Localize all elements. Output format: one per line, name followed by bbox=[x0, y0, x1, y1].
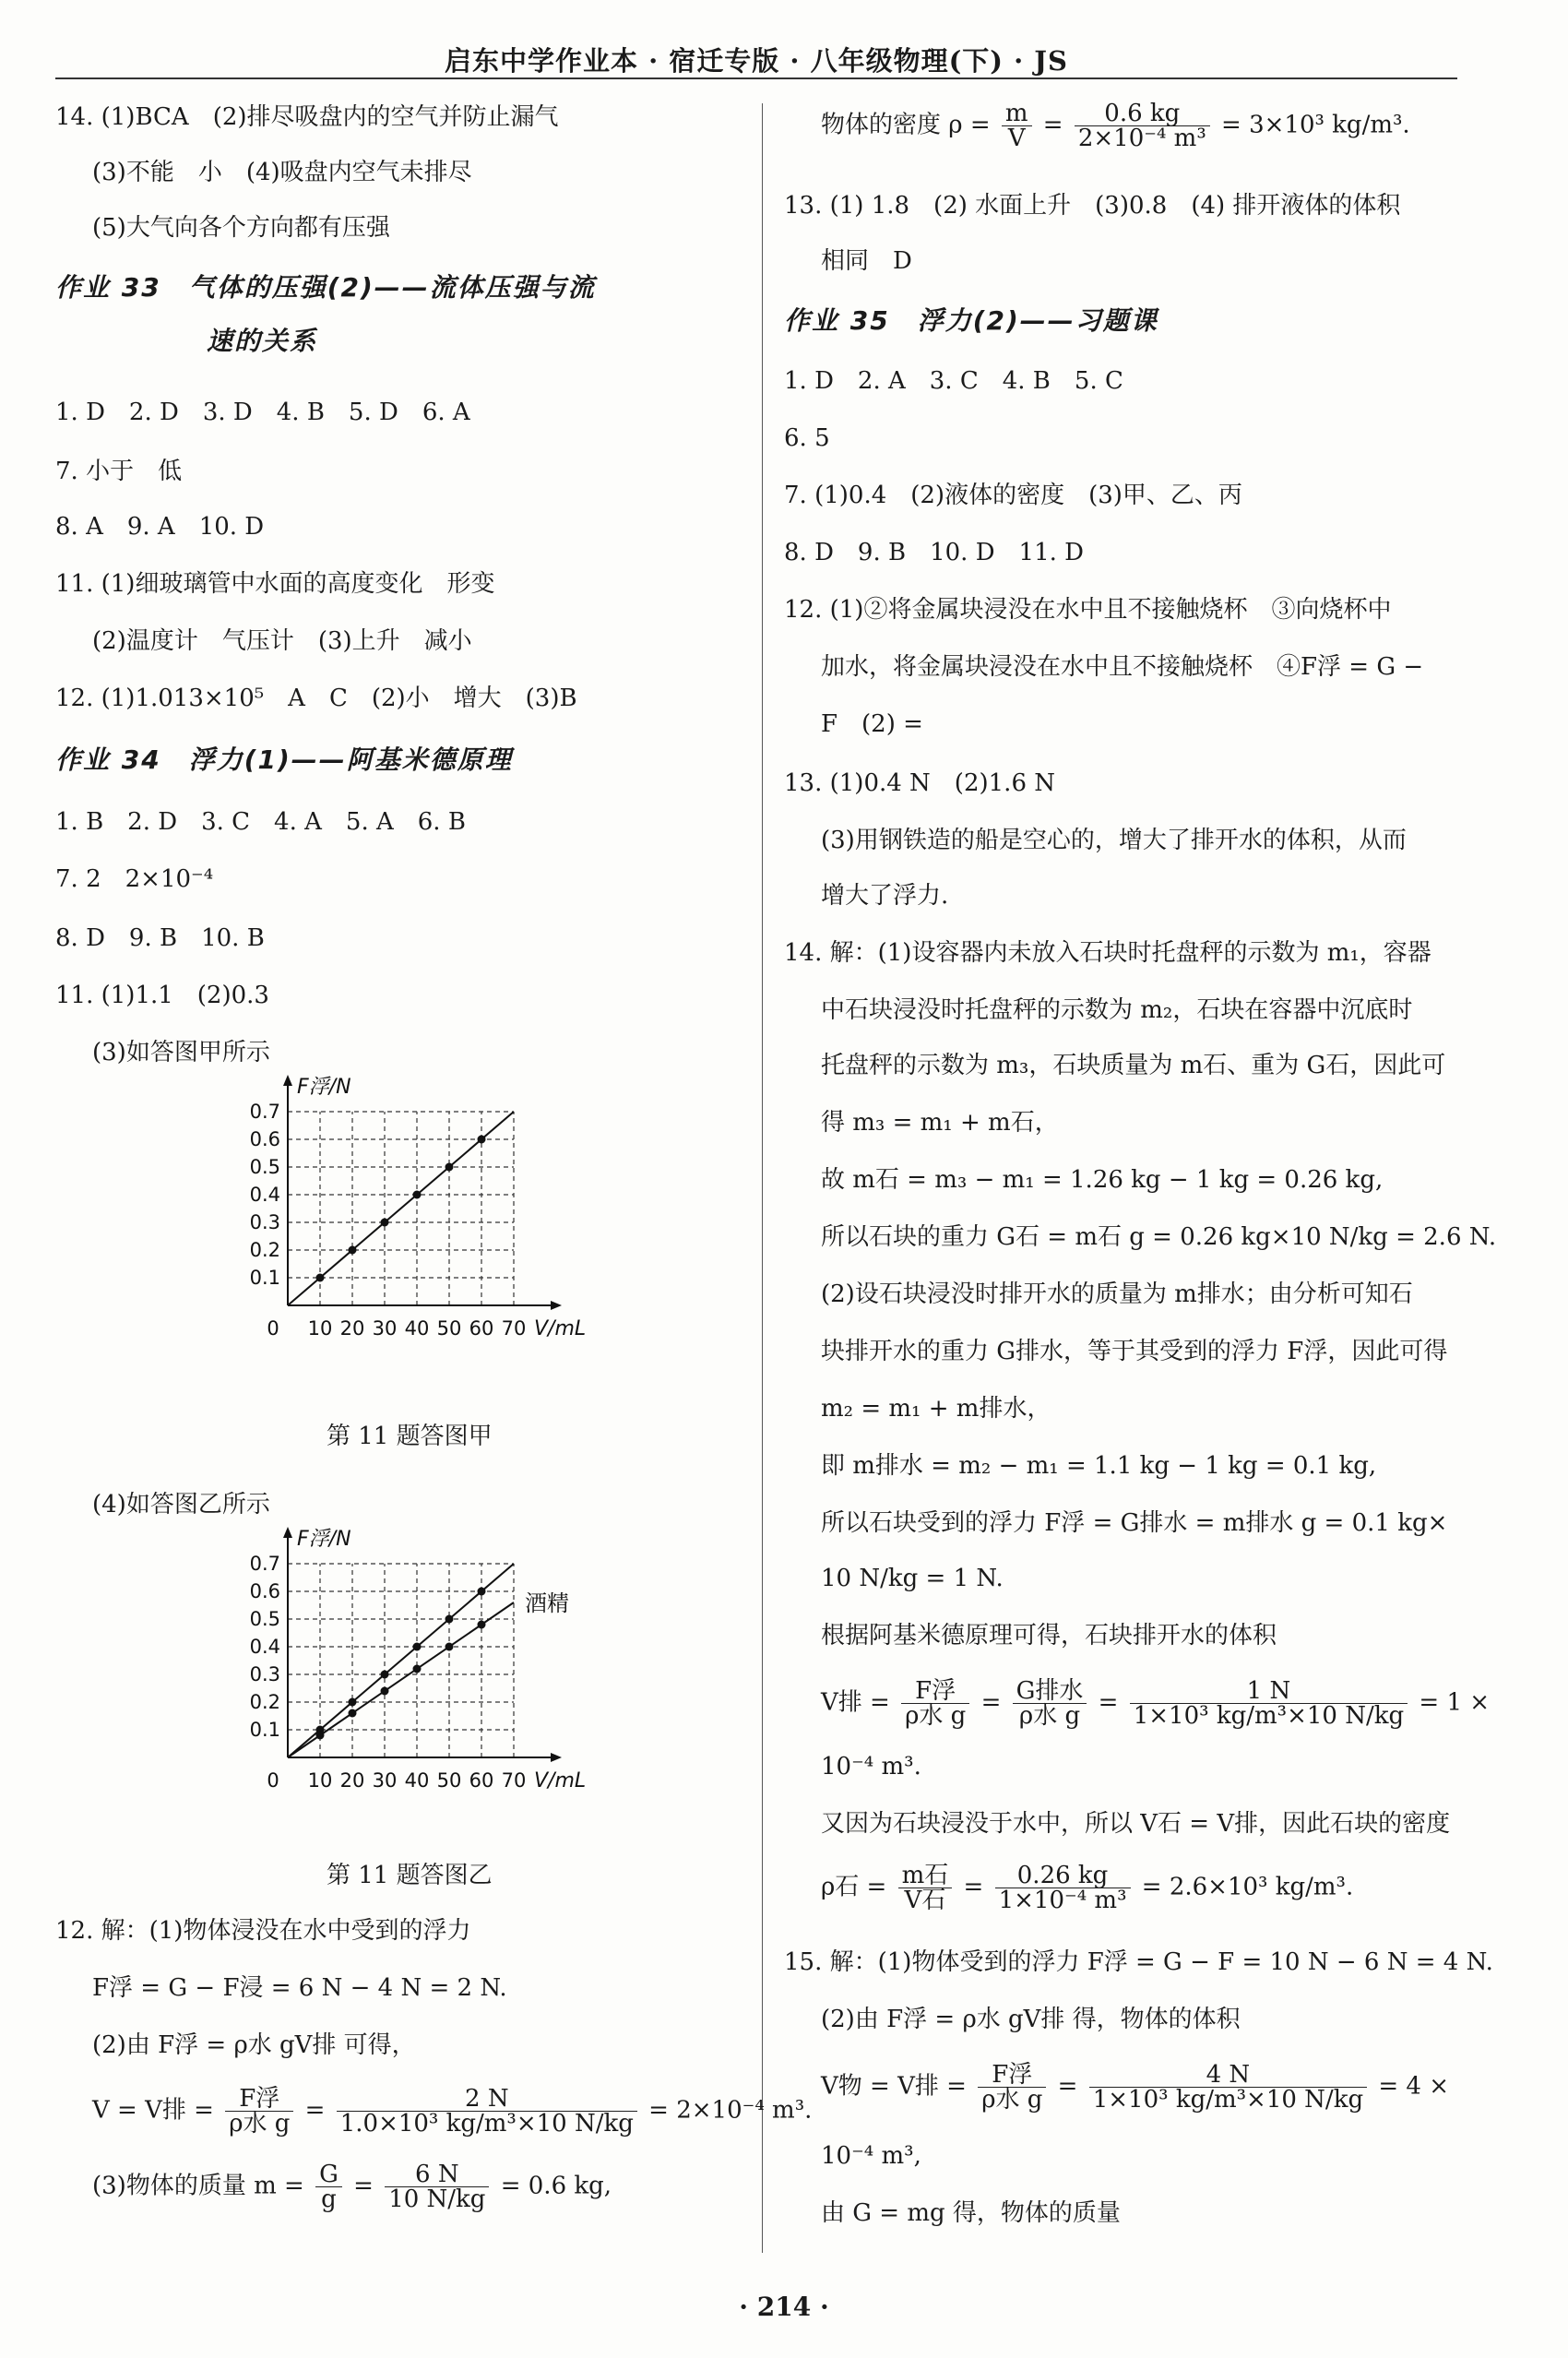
formula-text: = 1 × bbox=[1419, 1688, 1491, 1717]
answer-line: 由 G = mg 得，物体的质量 bbox=[821, 2199, 1121, 2227]
answer-line: 11. (1)细玻璃管中水面的高度变化 形变 bbox=[55, 570, 495, 598]
data-point bbox=[349, 1709, 357, 1718]
y-tick-label: 0.3 bbox=[249, 1211, 280, 1233]
formula-text: = bbox=[304, 2096, 326, 2125]
x-tick-label: 40 bbox=[404, 1769, 430, 1792]
answer-line: (3)不能 小 (4)吸盘内空气未排尽 bbox=[92, 159, 472, 186]
fraction bbox=[1130, 1679, 1408, 1728]
answer-line: m₂ = m₁ + m排水， bbox=[821, 1395, 1051, 1423]
formula-text: = bbox=[1057, 2072, 1078, 2101]
data-point bbox=[478, 1136, 486, 1144]
fraction bbox=[901, 1679, 969, 1728]
fraction bbox=[1013, 1679, 1087, 1728]
y-axis-arrow bbox=[283, 1075, 292, 1086]
data-point bbox=[478, 1588, 486, 1596]
x-tick-label: 20 bbox=[339, 1317, 365, 1340]
answer-line: 10 N/kg = 1 N. bbox=[821, 1565, 1004, 1592]
answer-line: 7. 2 2×10⁻⁴ bbox=[55, 865, 214, 893]
fraction bbox=[995, 1864, 1131, 1912]
formula-text: = bbox=[1042, 111, 1063, 139]
series-label: 酒精 bbox=[525, 1590, 569, 1616]
answer-line: (2)由 F浮 = ρ水 gV排 可得， bbox=[92, 2031, 416, 2059]
formula-line bbox=[821, 101, 1410, 150]
x-tick-label: 20 bbox=[339, 1769, 365, 1792]
formula-text: = 2×10⁻⁴ m³. bbox=[648, 2096, 813, 2125]
y-tick-label: 0.2 bbox=[249, 1239, 280, 1261]
section-heading: 作业 34 浮力(1)——阿基米德原理 bbox=[55, 744, 513, 775]
formula-text: = bbox=[963, 1873, 984, 1901]
answer-line: 12. 解：(1)物体浸没在水中受到的浮力 bbox=[55, 1917, 471, 1945]
denominator: g bbox=[321, 2185, 337, 2213]
answer-line: 增大了浮力. bbox=[821, 882, 949, 910]
answer-line: 8. D 9. B 10. D 11. D bbox=[784, 539, 1085, 566]
answer-line: 12. (1)②将金属块浸没在水中且不接触烧杯 ③向烧杯中 bbox=[784, 596, 1392, 624]
y-tick-label: 0.5 bbox=[249, 1156, 280, 1178]
answer-line: 又因为石块浸没于水中，所以 V石 = V排，因此石块的密度 bbox=[821, 1810, 1451, 1838]
data-point bbox=[413, 1643, 422, 1651]
data-point bbox=[478, 1621, 486, 1629]
header-rule bbox=[55, 77, 1457, 79]
answer-line: 13. (1)0.4 N (2)1.6 N bbox=[784, 769, 1055, 797]
data-point bbox=[413, 1191, 422, 1199]
y-tick-label: 0.2 bbox=[249, 1691, 280, 1713]
column-divider bbox=[762, 103, 763, 2253]
fraction bbox=[1089, 2063, 1367, 2112]
fraction bbox=[315, 2162, 342, 2211]
denominator: ρ水 g bbox=[905, 1702, 967, 1730]
x-tick-label: 60 bbox=[469, 1769, 494, 1792]
numerator: F浮 bbox=[225, 2087, 293, 2112]
answer-line: 1. D 2. D 3. D 4. B 5. D 6. A bbox=[55, 399, 470, 426]
y-axis-label: F浮/N bbox=[297, 1528, 351, 1551]
figure-caption: 第 11 题答图甲 bbox=[327, 1423, 493, 1450]
answer-line: 10⁻⁴ m³, bbox=[821, 2142, 921, 2170]
fraction bbox=[978, 2063, 1046, 2112]
fraction bbox=[337, 2087, 637, 2136]
formula-text: = 0.6 kg, bbox=[500, 2172, 612, 2200]
y-tick-label: 0.3 bbox=[249, 1663, 280, 1685]
answer-line: 7. (1)0.4 (2)液体的密度 (3)甲、乙、丙 bbox=[784, 482, 1242, 509]
x-tick-label: 50 bbox=[436, 1769, 462, 1792]
denominator: 1×10⁻⁴ m³ bbox=[998, 1887, 1127, 1914]
data-point bbox=[445, 1643, 454, 1651]
y-tick-label: 0.1 bbox=[249, 1267, 280, 1289]
data-point bbox=[316, 1274, 325, 1282]
formula-line bbox=[821, 2063, 1449, 2112]
formula-text: = 3×10³ kg/m³. bbox=[1221, 111, 1410, 139]
formula-text: = bbox=[1098, 1688, 1119, 1717]
x-tick-label: 10 bbox=[307, 1769, 333, 1792]
x-tick-label: 50 bbox=[436, 1317, 462, 1340]
fraction bbox=[1075, 101, 1210, 150]
answer-line: 7. 小于 低 bbox=[55, 458, 183, 485]
numerator: G排水 bbox=[1013, 1679, 1087, 1704]
y-tick-label: 0.7 bbox=[249, 1553, 280, 1575]
denominator: V石 bbox=[904, 1887, 946, 1914]
answer-line: 8. D 9. B 10. B bbox=[55, 924, 265, 952]
fraction bbox=[225, 2087, 293, 2136]
numerator: 2 N bbox=[337, 2087, 637, 2112]
x-axis-label: V/mL bbox=[534, 1317, 587, 1340]
figure-caption: 第 11 题答图乙 bbox=[327, 1862, 493, 1889]
answer-line: 12. (1)1.013×10⁵ A C (2)小 增大 (3)B bbox=[55, 685, 577, 712]
data-point bbox=[349, 1698, 357, 1707]
numerator: G bbox=[315, 2162, 342, 2187]
data-point bbox=[381, 1219, 389, 1227]
answer-line: 加水，将金属块浸没在水中且不接触烧杯 ④F浮 = G − bbox=[821, 653, 1424, 681]
y-tick-label: 0.6 bbox=[249, 1580, 280, 1602]
answer-line: 13. (1) 1.8 (2) 水面上升 (3)0.8 (4) 排开液体的体积 bbox=[784, 192, 1401, 220]
formula-text: = 4 × bbox=[1378, 2072, 1450, 2101]
answer-line: 即 m排水 = m₂ − m₁ = 1.1 kg − 1 kg = 0.1 kg, bbox=[821, 1452, 1377, 1480]
section-heading: 作业 35 浮力(2)——习题课 bbox=[784, 305, 1158, 336]
answer-line: (2)温度计 气压计 (3)上升 减小 bbox=[92, 627, 472, 655]
y-tick-label: 0.4 bbox=[249, 1184, 280, 1206]
answer-graph-b bbox=[221, 1528, 655, 1794]
data-point bbox=[349, 1246, 357, 1255]
answer-line: 14. 解：(1)设容器内未放入石块时托盘秤的示数为 m₁，容器 bbox=[784, 939, 1431, 967]
data-point bbox=[413, 1665, 422, 1673]
answer-line: 所以石块的重力 G石 = m石 g = 0.26 kg×10 N/kg = 2.6 N. bbox=[821, 1223, 1497, 1251]
x-axis-arrow bbox=[551, 1753, 562, 1762]
numerator: F浮 bbox=[978, 2063, 1046, 2088]
answer-line: (5)大气向各个方向都有压强 bbox=[92, 214, 390, 242]
denominator: ρ水 g bbox=[981, 2086, 1043, 2114]
answer-line: 1. D 2. A 3. C 4. B 5. C bbox=[784, 367, 1123, 395]
section-heading: 作业 33 气体的压强(2)——流体压强与流 bbox=[55, 272, 596, 303]
denominator: ρ水 g bbox=[1018, 1702, 1081, 1730]
y-tick-label: 0.6 bbox=[249, 1128, 280, 1150]
formula-line bbox=[821, 1679, 1490, 1728]
denominator: V bbox=[1007, 125, 1026, 152]
answer-line: (3)用钢铁造的船是空心的，增大了排开水的体积，从而 bbox=[821, 827, 1407, 854]
denominator: 1×10³ kg/m³×10 N/kg bbox=[1092, 2086, 1364, 2114]
answer-line: 托盘秤的示数为 m₃，石块质量为 m石、重为 G石，因此可 bbox=[821, 1052, 1446, 1079]
formula-text: 物体的密度 ρ = bbox=[821, 111, 991, 139]
data-point bbox=[381, 1687, 389, 1696]
denominator: 10 N/kg bbox=[388, 2185, 486, 2213]
y-tick-label: 0.7 bbox=[249, 1101, 280, 1123]
denominator: 2×10⁻⁴ m³ bbox=[1077, 125, 1206, 152]
x-axis-arrow bbox=[551, 1301, 562, 1310]
answer-line: 14. (1)BCA (2)排尽吸盘内的空气并防止漏气 bbox=[55, 103, 559, 131]
x-tick-label: 0 bbox=[267, 1769, 279, 1792]
y-axis-arrow bbox=[283, 1527, 292, 1538]
answer-line: 15. 解：(1)物体受到的浮力 F浮 = G − F = 10 N − 6 N = 4 N. bbox=[784, 1948, 1493, 1976]
running-header: 启东中学作业本 · 宿迁专版 · 八年级物理(下) · JS bbox=[445, 45, 1068, 77]
denominator: ρ水 g bbox=[229, 2110, 291, 2138]
denominator: 1.0×10³ kg/m³×10 N/kg bbox=[339, 2110, 634, 2138]
x-tick-label: 60 bbox=[469, 1317, 494, 1340]
answer-line: 8. A 9. A 10. D bbox=[55, 513, 265, 541]
answer-line: 块排开水的重力 G排水，等于其受到的浮力 F浮，因此可得 bbox=[821, 1338, 1448, 1365]
answer-line: 中石块浸没时托盘秤的示数为 m₂，石块在容器中沉底时 bbox=[821, 996, 1413, 1024]
section-heading-cont: 速的关系 bbox=[207, 326, 318, 356]
formula-line bbox=[92, 2162, 612, 2211]
formula-text: = bbox=[980, 1688, 1002, 1717]
answer-line: 1. B 2. D 3. C 4. A 5. A 6. B bbox=[55, 808, 466, 836]
numerator: 4 N bbox=[1089, 2063, 1367, 2088]
y-tick-label: 0.1 bbox=[249, 1719, 280, 1741]
formula-text: = bbox=[353, 2172, 374, 2200]
y-tick-label: 0.4 bbox=[249, 1636, 280, 1658]
numerator: m bbox=[1002, 101, 1032, 126]
numerator: m石 bbox=[898, 1864, 953, 1888]
data-point bbox=[381, 1671, 389, 1679]
x-tick-label: 70 bbox=[501, 1317, 527, 1340]
formula-text: V物 = V排 = bbox=[821, 2072, 967, 2101]
page-number: · 214 · bbox=[739, 2292, 829, 2322]
answer-line: (2)由 F浮 = ρ水 gV排 得，物体的体积 bbox=[821, 2006, 1241, 2033]
formula-text: ρ石 = bbox=[821, 1873, 887, 1901]
answer-graph-a bbox=[221, 1076, 655, 1342]
x-tick-label: 30 bbox=[372, 1769, 398, 1792]
x-tick-label: 0 bbox=[267, 1317, 279, 1340]
denominator: 1×10³ kg/m³×10 N/kg bbox=[1133, 1702, 1405, 1730]
x-tick-label: 10 bbox=[307, 1317, 333, 1340]
x-tick-label: 40 bbox=[404, 1317, 430, 1340]
data-point bbox=[445, 1615, 454, 1624]
formula-text: V排 = bbox=[821, 1688, 890, 1717]
answer-line: 得 m₃ = m₁ + m石， bbox=[821, 1109, 1059, 1137]
answer-line: (3)如答图甲所示 bbox=[92, 1039, 270, 1066]
answer-line: 相同 D bbox=[821, 247, 912, 275]
formula-line bbox=[821, 1864, 1353, 1912]
numerator: 0.26 kg bbox=[995, 1864, 1131, 1888]
numerator: F浮 bbox=[901, 1679, 969, 1704]
y-tick-label: 0.5 bbox=[249, 1608, 280, 1630]
x-tick-label: 30 bbox=[372, 1317, 398, 1340]
numerator: 6 N bbox=[385, 2162, 489, 2187]
answer-line: (4)如答图乙所示 bbox=[92, 1491, 270, 1518]
fraction bbox=[898, 1864, 953, 1912]
data-point bbox=[316, 1732, 325, 1740]
numerator: 1 N bbox=[1130, 1679, 1408, 1704]
answer-line: 故 m石 = m₃ − m₁ = 1.26 kg − 1 kg = 0.26 kg, bbox=[821, 1166, 1384, 1194]
answer-line: 根据阿基米德原理可得，石块排开水的体积 bbox=[821, 1622, 1277, 1649]
fraction bbox=[1002, 101, 1032, 150]
formula-line bbox=[92, 2087, 812, 2136]
answer-line: 6. 5 bbox=[784, 424, 830, 452]
answer-line: (2)设石块浸没时排开水的质量为 m排水；由分析可知石 bbox=[821, 1280, 1413, 1308]
answer-line: 所以石块受到的浮力 F浮 = G排水 = m排水 g = 0.1 kg× bbox=[821, 1509, 1448, 1537]
answer-line: F (2) = bbox=[821, 710, 923, 738]
answer-line: F浮 = G − F浸 = 6 N − 4 N = 2 N. bbox=[92, 1974, 507, 2002]
data-point bbox=[445, 1163, 454, 1172]
numerator: 0.6 kg bbox=[1075, 101, 1210, 126]
x-axis-label: V/mL bbox=[534, 1769, 587, 1792]
answer-line: 10⁻⁴ m³. bbox=[821, 1753, 921, 1780]
answer-line: 11. (1)1.1 (2)0.3 bbox=[55, 982, 269, 1009]
fraction bbox=[385, 2162, 489, 2211]
y-axis-label: F浮/N bbox=[297, 1076, 351, 1099]
formula-text: = 2.6×10³ kg/m³. bbox=[1141, 1873, 1354, 1901]
formula-text: (3)物体的质量 m = bbox=[92, 2172, 304, 2200]
x-tick-label: 70 bbox=[501, 1769, 527, 1792]
formula-text: V = V排 = bbox=[92, 2096, 214, 2125]
